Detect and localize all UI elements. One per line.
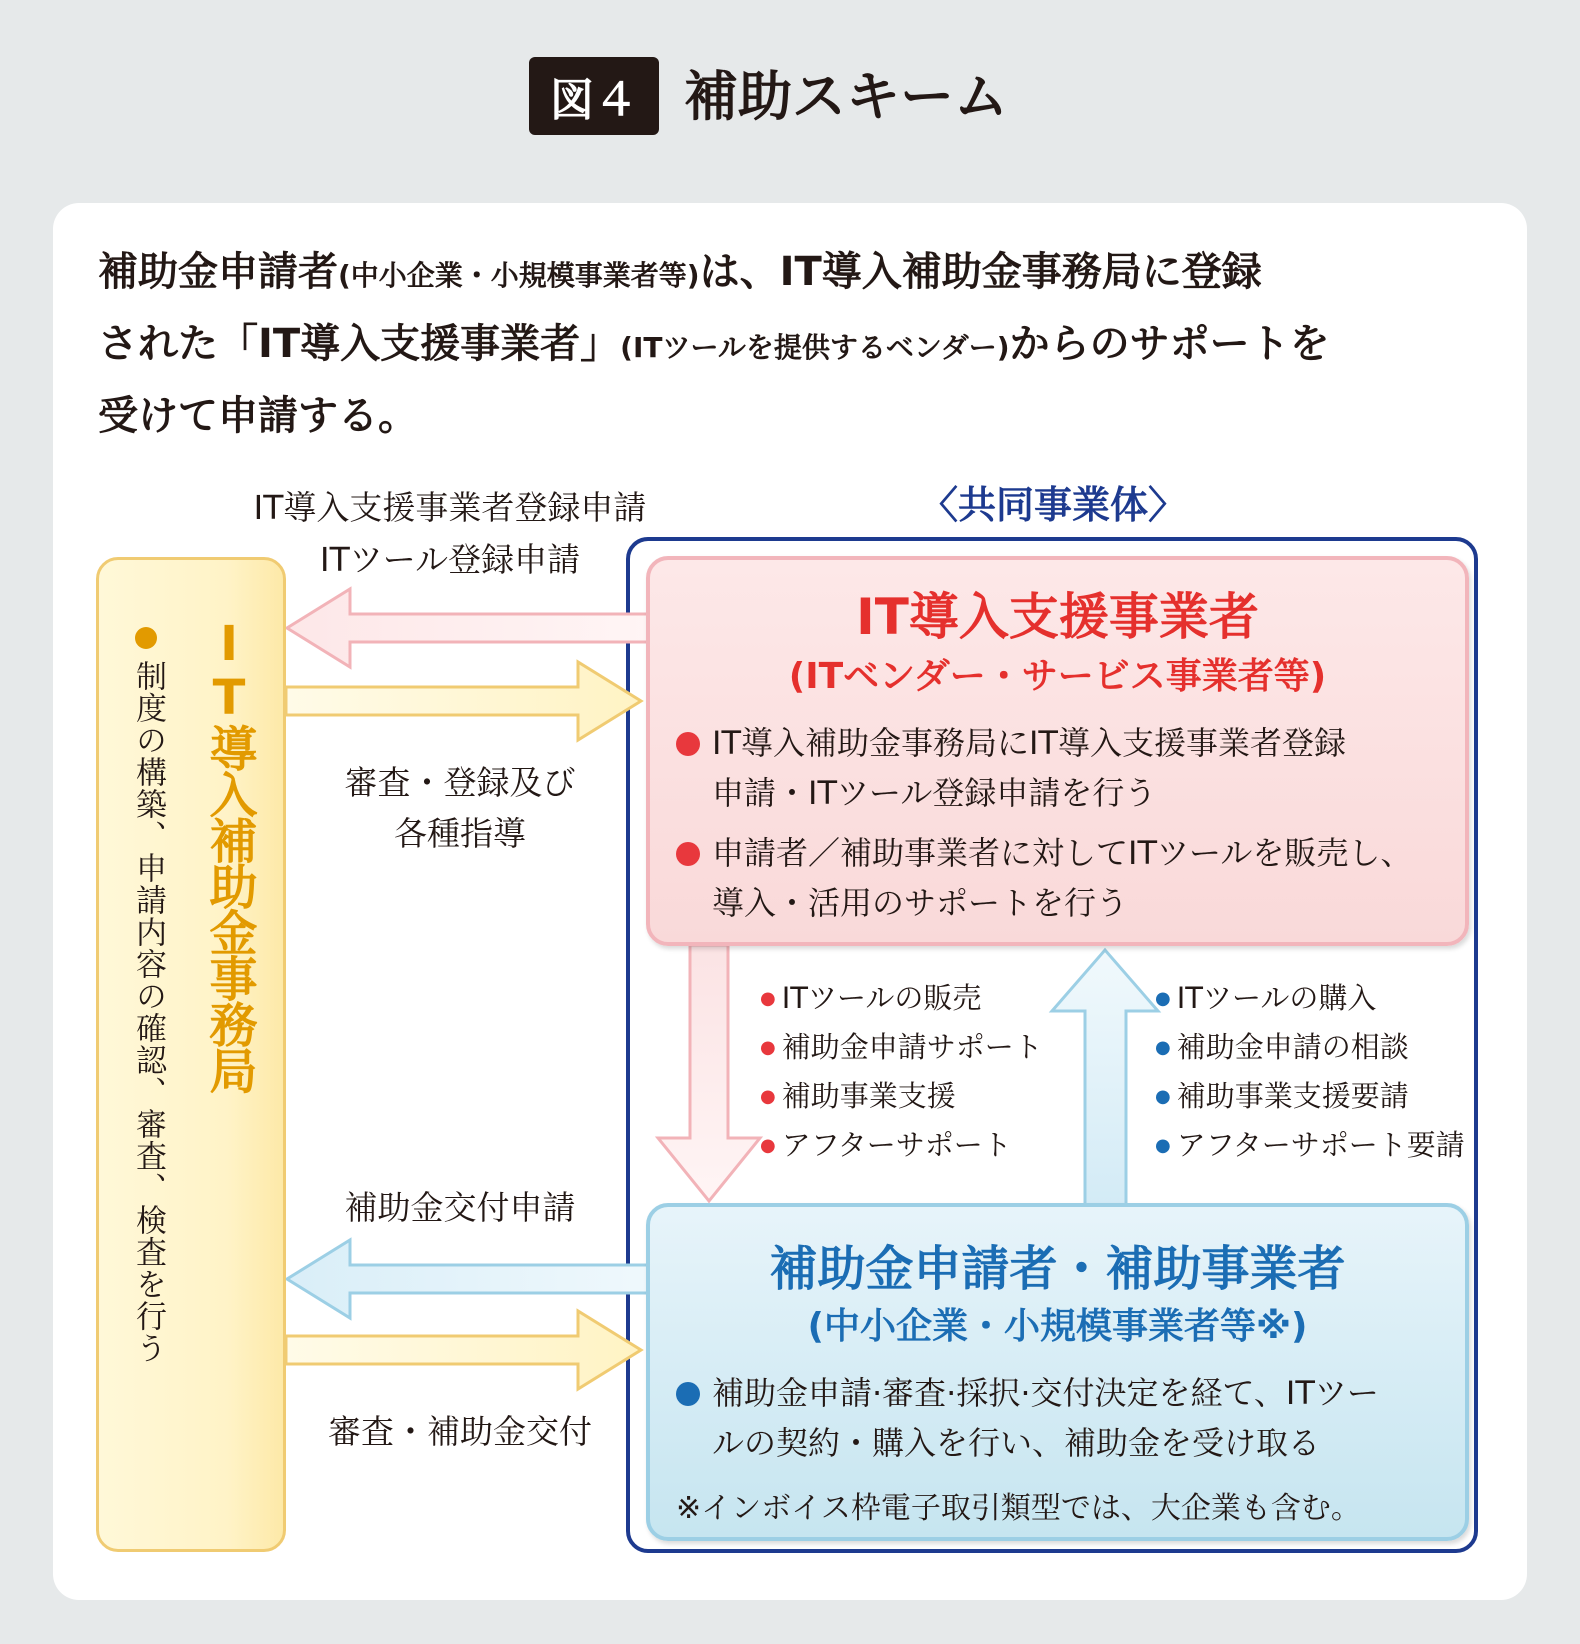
label-grant-application: 補助金交付申請 <box>344 1188 576 1227</box>
vendor-title: IT導入支援事業者 <box>856 588 1259 646</box>
intro-line3: 受けて申請する。 <box>98 393 418 439</box>
applicant-subtitle: (中小企業・小規模事業者等※) <box>807 1306 1308 1347</box>
secretariat-title: IT導入補助金事務局 <box>201 616 257 1092</box>
applicant-request-item: ● 補助金申請の相談 <box>1155 1030 1409 1064</box>
intro-line2-b: からのサポートを <box>1009 321 1330 367</box>
intro-line2-small: (ITツールを提供するベンダー) <box>620 331 1010 364</box>
applicant-request-item: ● アフターサポート要請 <box>1155 1128 1465 1162</box>
intro-line1-b: は、IT導入補助金事務局に登録 <box>699 249 1262 295</box>
figure-number-badge: 図４ <box>529 57 659 135</box>
label-vendor-registration: IT導入支援事業者登録申請 <box>253 488 647 527</box>
arrow-applicant-to-vendor <box>1052 950 1158 1205</box>
applicant-item-1-line1: 補助金申請·審査·採択·交付決定を経て、ITツー <box>712 1374 1379 1412</box>
intro-line2-a: された「IT導入支援事業者」 <box>98 321 621 367</box>
arrow-secretariat-to-vendor <box>286 662 641 740</box>
applicant-item-1 <box>676 1368 1466 1468</box>
arrow-applicant-to-secretariat <box>287 1240 648 1318</box>
label-review-registration: 審査・登録及び <box>344 763 576 802</box>
label-tool-registration: ITツール登録申請 <box>319 540 581 579</box>
vendor-item-2-line1: 申請者／補助事業者に対してITツールを販売し、 <box>712 834 1413 872</box>
secretariat-description: 制度の構築、申請内容の確認、審査、検査を行う <box>130 660 166 1364</box>
arrow-secretariat-to-applicant <box>286 1311 641 1389</box>
vendor-support-item: ● 補助金申請サポート <box>760 1030 1043 1064</box>
vendor-support-list <box>760 974 1043 1170</box>
applicant-request-item: ● ITツールの購入 <box>1155 981 1377 1015</box>
intro-line1-small: (中小企業・小規模事業者等) <box>338 259 700 292</box>
blue-bullet <box>676 1382 700 1406</box>
vendor-item-1-line2: 申請・ITツール登録申請を行う <box>712 774 1157 812</box>
consortium-label: 〈共同事業体〉 <box>919 483 1186 527</box>
applicant-request-list <box>1155 974 1465 1170</box>
applicant-request-item: ● 補助事業支援要請 <box>1155 1079 1409 1113</box>
secretariat-bullet <box>135 627 157 649</box>
vendor-item-2-line2: 導入・活用のサポートを行う <box>712 884 1129 922</box>
applicant-note: ※インボイス枠電子取引類型では、大企業も含む。 <box>676 1491 1361 1526</box>
vendor-item-1 <box>676 718 1466 818</box>
applicant-title: 補助金申請者・補助事業者 <box>769 1241 1346 1297</box>
vendor-support-item: ● 補助事業支援 <box>760 1079 956 1113</box>
arrow-vendor-to-secretariat <box>287 589 648 667</box>
figure-title: 補助スキーム <box>684 65 1008 128</box>
vendor-support-item: ● アフターサポート <box>760 1128 1012 1162</box>
secretariat-box <box>96 557 286 1552</box>
red-bullet <box>676 842 700 866</box>
vendor-subtitle: (ITベンダー・サービス事業者等) <box>788 656 1327 697</box>
intro-line1-a: 補助金申請者 <box>98 249 338 295</box>
vendor-support-item: ● ITツールの販売 <box>760 981 982 1015</box>
red-bullet <box>676 732 700 756</box>
arrow-vendor-to-applicant <box>658 945 760 1201</box>
applicant-item-1-line2: ルの契約・購入を行い、補助金を受け取る <box>712 1424 1321 1462</box>
vendor-item-2 <box>676 828 1466 928</box>
label-review-grant: 審査・補助金交付 <box>328 1412 592 1451</box>
vendor-item-1-line1: IT導入補助金事務局にIT導入支援事業者登録 <box>712 724 1346 762</box>
label-guidance: 各種指導 <box>394 814 526 853</box>
